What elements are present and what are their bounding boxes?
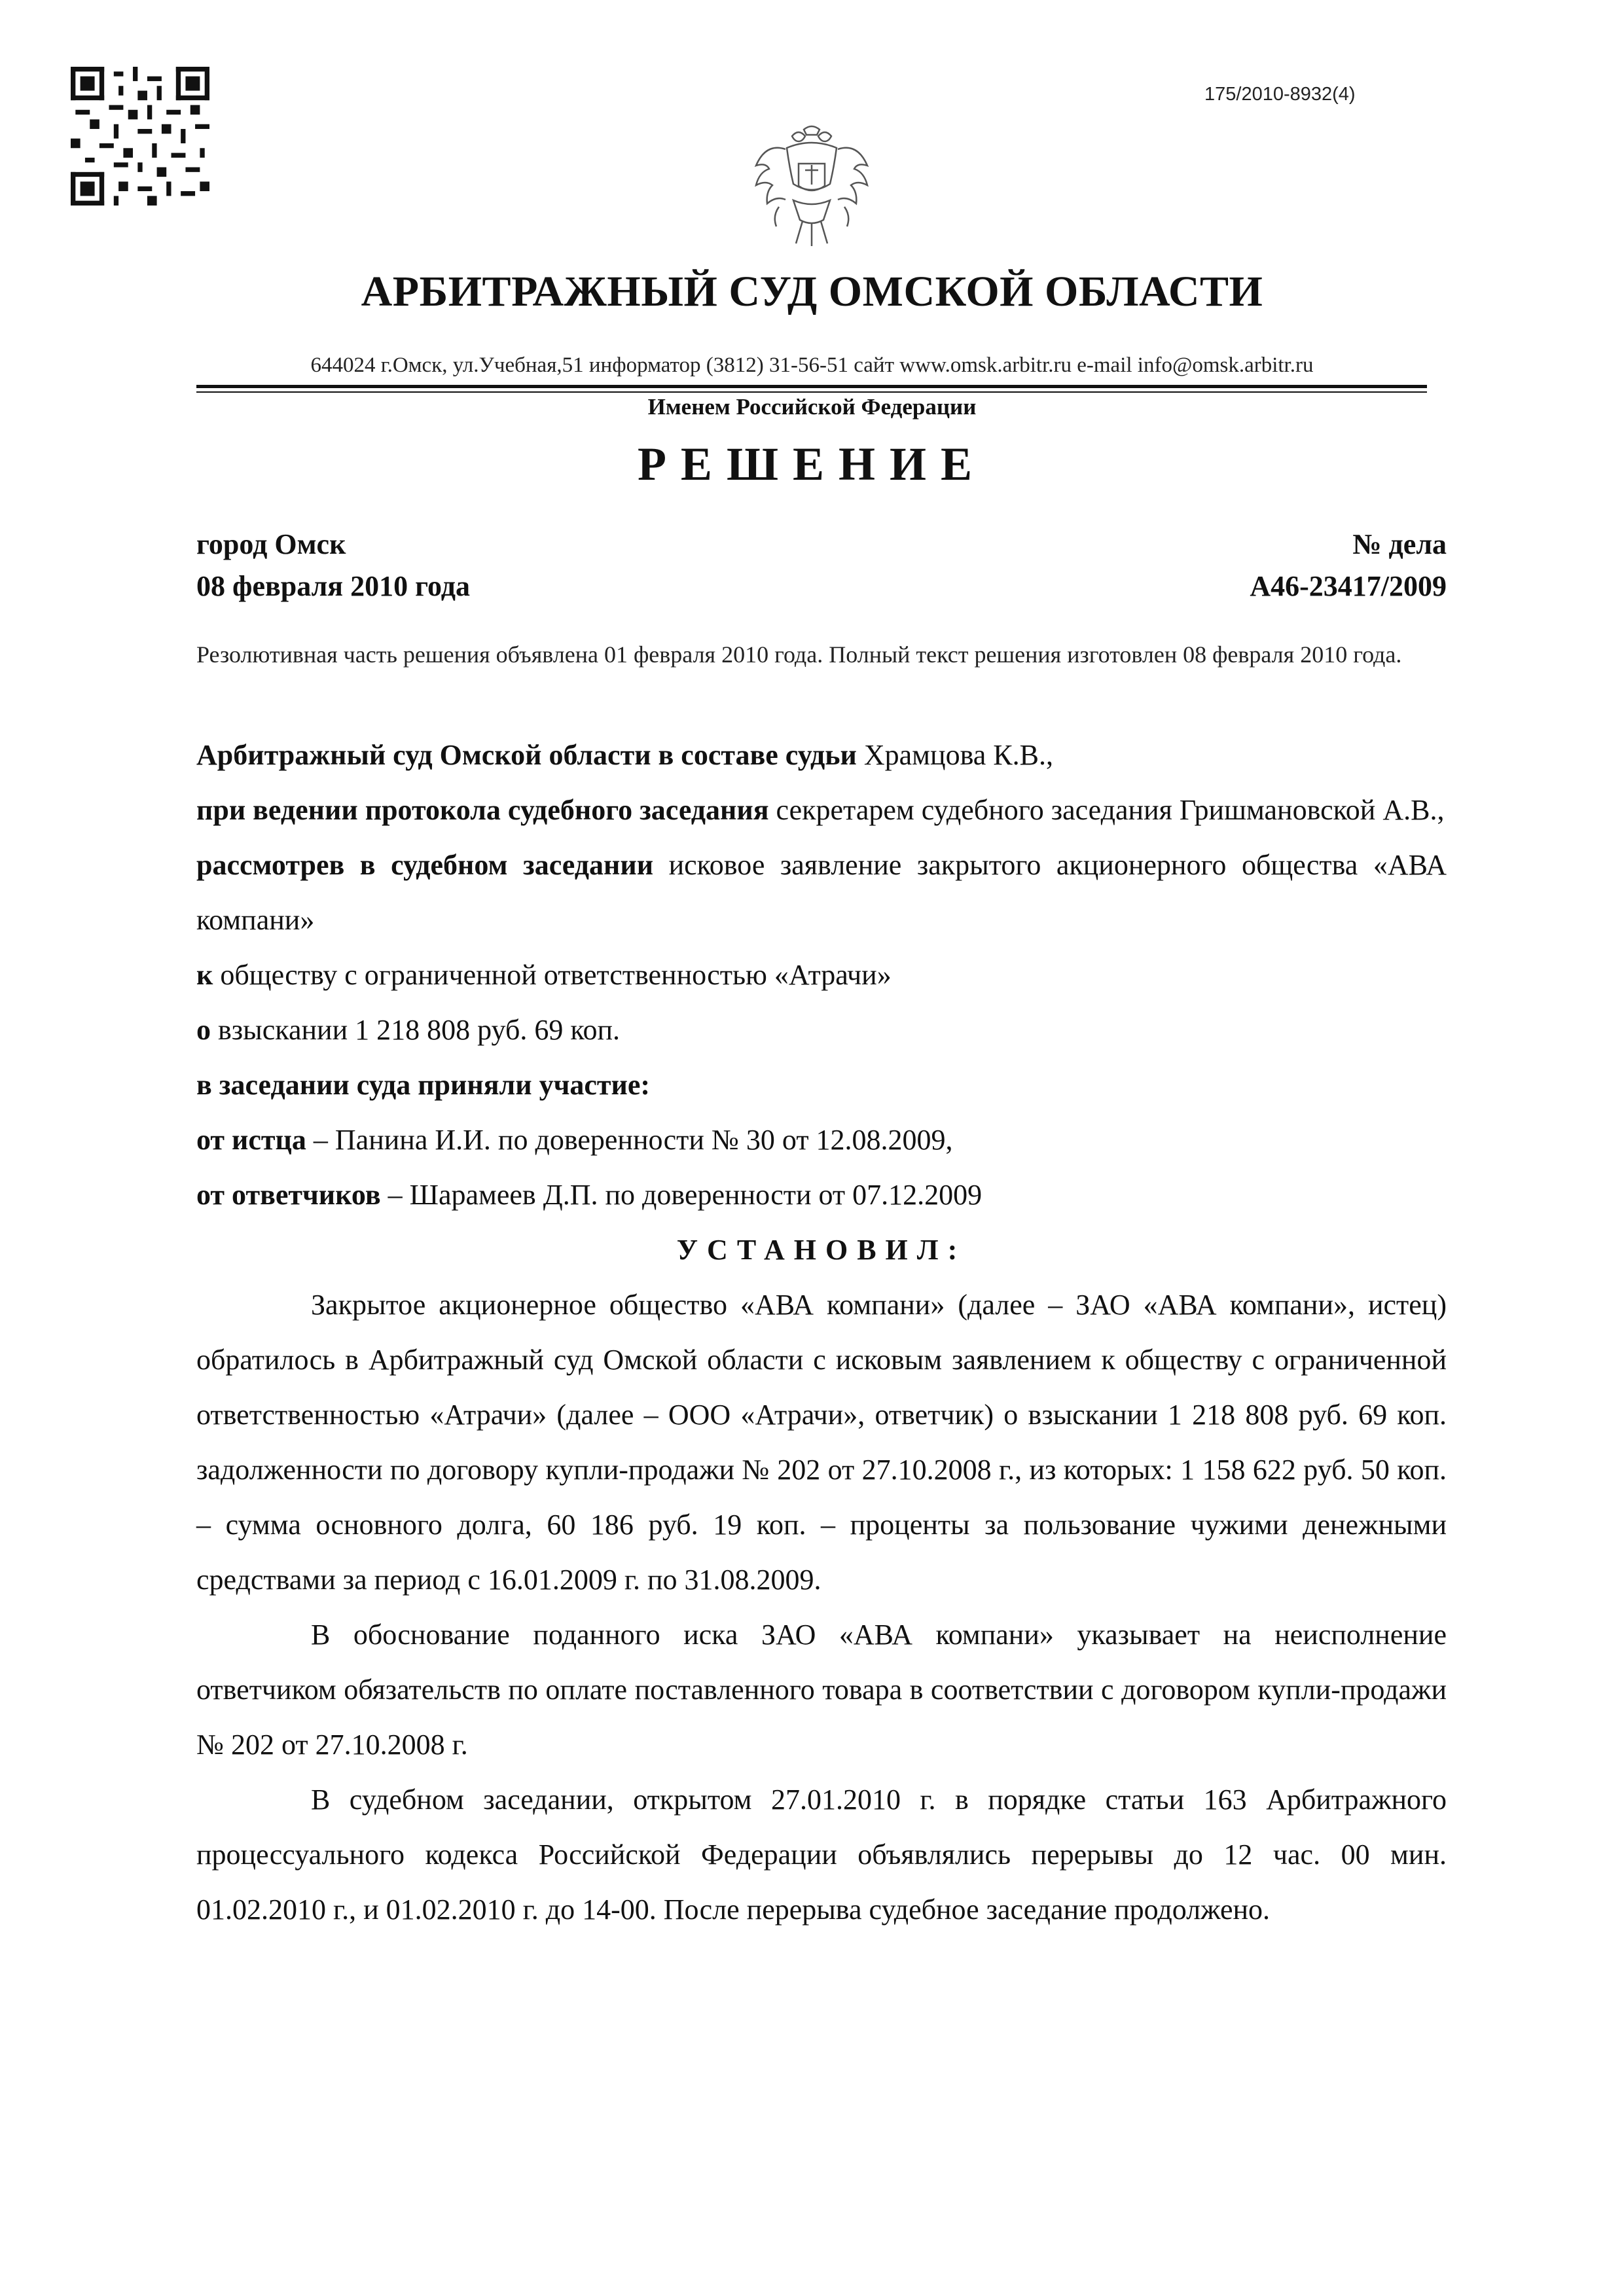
protocol-line: при ведении протокола судебного заседания секретарем судебного заседания Гришмановской А.В.,: [196, 794, 1445, 826]
participants-heading: в заседании суда приняли участие:: [196, 1069, 651, 1101]
established-heading: УСТАНОВИЛ:: [676, 1234, 967, 1266]
meta-left: [196, 524, 470, 607]
defendant-line: от ответчиков – Шарамеев Д.П. по доверенности от 07.12.2009: [196, 1179, 983, 1211]
subject-line: о взыскании 1 218 808 руб. 69 коп.: [196, 1014, 621, 1046]
federation-heading: Именем Российской Федерации: [647, 394, 977, 420]
city: город Омск: [196, 528, 346, 560]
body-paragraph: Закрытое акционерное общество «АВА компани» (далее – ЗАО «АВА компани», истец) обратилось в Арбитражный суд Омской области с исковым заявлением к обществу с ограниченной ответственностью «Атрачи» (далее – ООО «Атрачи», ответчик) о взыскании 1 218 808 руб. 69 коп. задолженности по договору купли-продажи № 202 от 27.10.2008 г., из которых: 1 158 622 руб. 50 коп. – сумма основного долга, 60 186 руб. 19 коп. – проценты за пользование чужими денежными средствами за период с 16.01.2009 г. по 31.08.2009.: [196, 1289, 1447, 1596]
body-paragraph: В обоснование поданного иска ЗАО «АВА компани» указывает на неисполнение ответчиком обязательств по оплате поставленного товара в соответствии с договором купли-продажи № 202 от 27.10.2008 г.: [196, 1619, 1447, 1761]
judge-line: Арбитражный суд Омской области в составе судьи Храмцова К.В.,: [196, 739, 1053, 771]
plaintiff-line: от истца – Панина И.И. по доверенности № 30 от 12.08.2009,: [196, 1124, 953, 1156]
header-divider: [196, 385, 1427, 388]
court-name: АРБИТРАЖНЫЙ СУД ОМСКОЙ ОБЛАСТИ: [361, 268, 1263, 315]
document-id: 175/2010-8932(4): [1204, 84, 1356, 105]
header-divider-thin: [196, 391, 1427, 393]
case-number: А46-23417/2009: [1250, 570, 1447, 602]
against-line: к обществу с ограниченной ответственностью «Атрачи»: [196, 959, 892, 991]
considering-line: рассмотрев в судебном заседании исковое заявление закрытого акционерного общества «АВА компани»: [196, 849, 1447, 936]
resolution-note: Резолютивная часть решения объявлена 01 февраля 2010 года. Полный текст решения изготовлен 08 февраля 2010 года.: [196, 641, 1402, 668]
body-paragraph: В судебном заседании, открытом 27.01.2010 г. в порядке статьи 163 Арбитражного процессуального кодекса Российской Федерации объявлялись перерывы до 12 час. 00 мин. 01.02.2010 г., и 01.02.2010 г. до 14-00. После перерыва судебное заседание продолжено.: [196, 1784, 1447, 1926]
document-body: [196, 728, 1447, 1937]
coat-of-arms-icon: [746, 123, 877, 251]
court-address: 644024 г.Омск, ул.Учебная,51 информатор (3812) 31-56-51 сайт www.omsk.arbitr.ru e-mail info@omsk.arbitr.ru: [310, 353, 1314, 377]
case-label: № дела: [1352, 528, 1447, 560]
qr-code: [71, 67, 209, 206]
document-title: РЕШЕНИЕ: [637, 438, 987, 490]
meta-right: [1113, 524, 1447, 607]
decision-date: 08 февраля 2010 года: [196, 570, 470, 602]
